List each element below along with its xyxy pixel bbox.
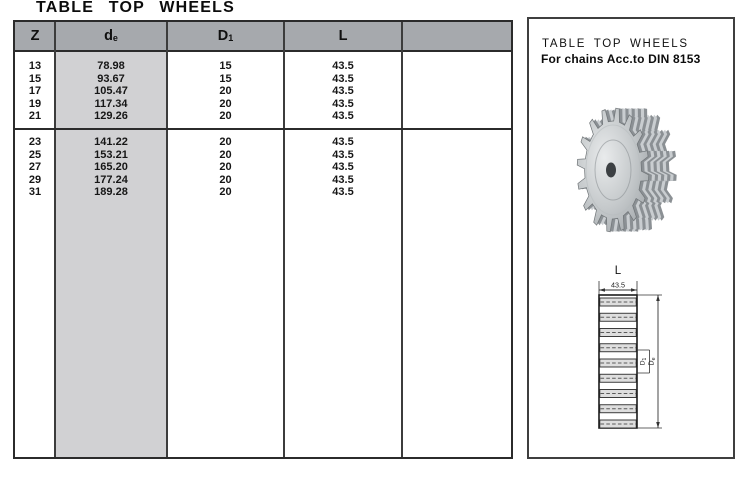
table-row xyxy=(15,110,511,123)
table-cell: 165.20 xyxy=(94,161,128,174)
table-cell: 15 xyxy=(219,72,232,85)
table-cell: 20 xyxy=(219,135,232,148)
table-cell: 93.67 xyxy=(97,72,125,85)
panel-subtitle: For chains Acc.to DIN 8153 xyxy=(541,52,701,66)
label-base: D xyxy=(639,360,647,366)
table-row xyxy=(15,149,511,162)
table-header-row xyxy=(15,22,511,52)
dimension-drawing xyxy=(586,257,676,443)
table-cell: 141.22 xyxy=(94,135,128,148)
drawing-length-value: 43.5 xyxy=(611,280,625,290)
table-cell: 129.26 xyxy=(94,110,128,123)
table-cell: 43.5 xyxy=(332,85,354,98)
sprocket-image xyxy=(573,103,685,237)
column-header-label: Z xyxy=(30,28,40,44)
table-group-2 xyxy=(15,130,511,199)
column-header-empty xyxy=(402,22,511,50)
table-cell: 20 xyxy=(219,110,232,123)
table-cell: 43.5 xyxy=(332,72,354,85)
table-cell: 20 xyxy=(219,85,232,98)
table-cell: 43.5 xyxy=(332,161,354,174)
table-cell: 13 xyxy=(28,60,42,72)
table-row xyxy=(15,85,511,98)
table-cell: 153.21 xyxy=(94,148,128,161)
bore-hole xyxy=(606,163,616,178)
side-panel xyxy=(527,17,735,459)
table-cell: 43.5 xyxy=(332,173,354,186)
table-row xyxy=(15,174,511,187)
table-row xyxy=(15,60,511,73)
column-header-label: D xyxy=(217,28,229,44)
table-body xyxy=(15,52,511,199)
table-cell: 78.98 xyxy=(97,60,125,72)
column-header-d1 xyxy=(167,22,284,50)
table-cell: 27 xyxy=(28,161,42,174)
table-cell: 21 xyxy=(28,110,42,123)
table-cell: 20 xyxy=(219,97,232,110)
table-row xyxy=(15,186,511,199)
table-cell: 31 xyxy=(28,186,42,199)
column-header-label: L xyxy=(338,28,348,44)
table-row xyxy=(15,98,511,111)
table-cell: 177.24 xyxy=(94,173,128,186)
column-header-label: d xyxy=(104,28,113,44)
column-header-z xyxy=(15,22,55,50)
drawing-outer-dia-label xyxy=(647,357,658,365)
table-cell: 43.5 xyxy=(332,186,354,199)
table-cell: 117.34 xyxy=(94,97,128,110)
wheel-dimensions-table xyxy=(13,20,513,459)
table-cell: 105.47 xyxy=(94,85,128,98)
table-row xyxy=(15,73,511,86)
table-row xyxy=(15,136,511,149)
table-cell: 43.5 xyxy=(332,148,354,161)
table-cell: 20 xyxy=(219,186,232,199)
table-cell: 189.28 xyxy=(94,186,128,199)
page-title: TABLE TOP WHEELS xyxy=(36,0,235,16)
table-cell: 20 xyxy=(219,161,232,174)
table-row xyxy=(15,161,511,174)
table-group-1 xyxy=(15,52,511,123)
label-subscript: 1 xyxy=(641,357,648,361)
table-cell: 43.5 xyxy=(332,110,354,123)
drawing-length-label: L xyxy=(614,265,622,277)
column-header-subscript: e xyxy=(112,33,118,43)
table-cell: 19 xyxy=(28,97,42,110)
table-cell: 43.5 xyxy=(332,97,354,110)
tooth-bands xyxy=(600,298,636,428)
label-subscript: e xyxy=(651,357,658,361)
table-cell: 43.5 xyxy=(332,60,354,72)
table-cell: 25 xyxy=(28,148,42,161)
table-cell: 23 xyxy=(28,135,42,148)
sprocket-photo xyxy=(573,103,685,237)
table-cell: 15 xyxy=(219,60,232,72)
column-header-subscript: 1 xyxy=(228,33,234,43)
label-base: D xyxy=(646,360,656,366)
table-cell: 20 xyxy=(219,148,232,161)
table-cell: 15 xyxy=(28,72,42,85)
table-cell: 17 xyxy=(28,85,42,98)
column-header-de xyxy=(55,22,167,50)
table-cell: 20 xyxy=(219,173,232,186)
column-header-l xyxy=(284,22,402,50)
table-cell: 29 xyxy=(28,173,42,186)
panel-title: TABLE TOP WHEELS xyxy=(542,38,689,50)
table-cell: 43.5 xyxy=(332,135,354,148)
